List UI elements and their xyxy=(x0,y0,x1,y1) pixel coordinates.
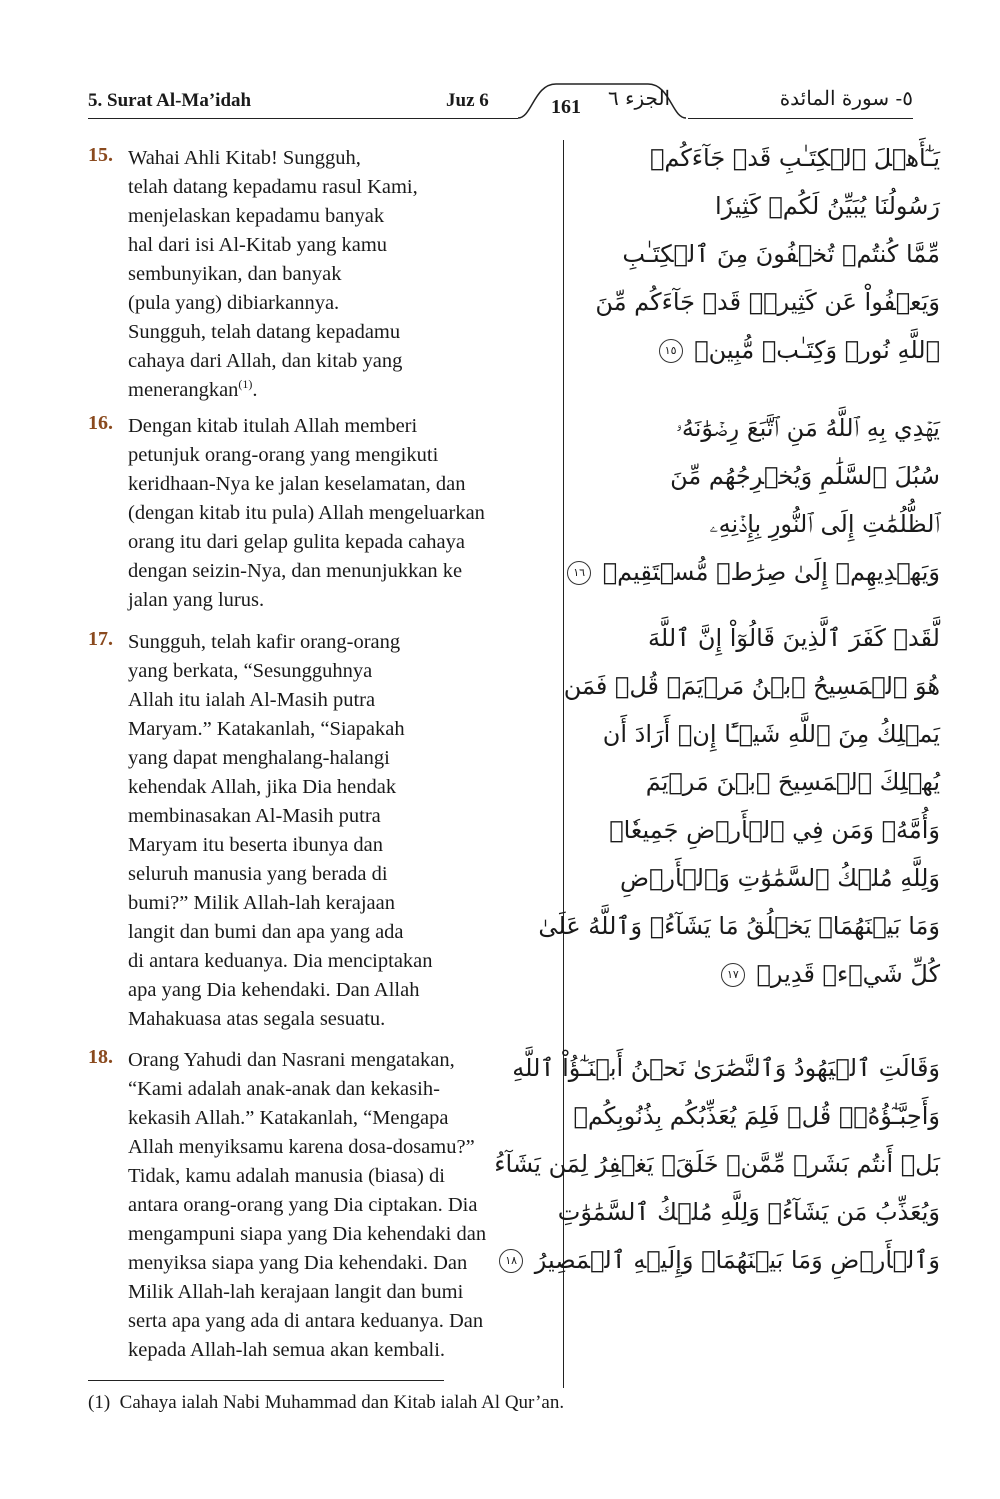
verse-line: sembunyikan, dan banyak xyxy=(128,263,342,285)
verse-line: Tidak, kamu adalah manusia (biasa) di xyxy=(128,1165,445,1187)
verse-line: (dengan kitab itu pula) Allah mengeluarkan xyxy=(128,502,485,524)
verse-line: Dengan kitab itulah Allah memberi xyxy=(128,415,418,437)
verse-line: cahaya dari Allah, dan kitab yang xyxy=(128,350,403,372)
arabic-line: وَلِلَّهِ مُلۡكُ ٱلسَّمَٰوَٰتِ وَٱلۡأَرۡضِ xyxy=(619,864,940,892)
verse-line: yang dapat menghalang-halangi xyxy=(128,747,390,769)
juz-label-latin: Juz 6 xyxy=(446,90,489,111)
verse-line: Sungguh, telah kafir orang-orang xyxy=(128,631,401,653)
verse-15-arabic xyxy=(595,134,940,374)
verse-line: kekasih Allah.” Katakanlah, “Mengapa xyxy=(128,1107,449,1129)
verse-line: di antara keduanya. Dia menciptakan xyxy=(128,950,433,972)
verse-line: Allah menyiksamu karena dosa-dosamu?” xyxy=(128,1136,475,1158)
arabic-line: مِّمَّا كُنتُمۡ تُخۡفُونَ مِنَ ٱلۡكِتَـٰبِ xyxy=(622,240,940,268)
verse-number: 18. xyxy=(88,1046,113,1068)
surah-title-latin: 5. Surat Al-Ma’idah xyxy=(88,90,252,111)
verse-line: apa yang Dia kehendaki. Dan Allah xyxy=(128,979,420,1001)
arabic-line: بَلۡ أَنتُم بَشَرٞ مِّمَّنۡ خَلَقَۚ يَغۡفِرُ لِمَن يَشَآءُ xyxy=(494,1150,940,1178)
arabic-line-last xyxy=(505,1236,940,1284)
ayah-end-marker: ١٨ xyxy=(499,1249,523,1273)
arabic-line-text: كُلِّ شَيۡءٖ قَدِيرٞ xyxy=(756,960,940,988)
verse-line: seluruh manusia yang berada di xyxy=(128,863,388,885)
verse-number: 15. xyxy=(88,144,113,166)
arabic-line: يَـٰٓأَهۡلَ ٱلۡكِتَـٰبِ قَدۡ جَآءَكُمۡ xyxy=(649,144,940,172)
verse-line: kepada Allah-lah semua akan kembali. xyxy=(128,1339,446,1361)
header-rule-right xyxy=(688,118,913,119)
arabic-line: هُوَ ٱلۡمَسِيحُ ٱبۡنُ مَرۡيَمَۚ قُلۡ فَمَن xyxy=(563,672,940,700)
arabic-line: وَمَا بَيۡنَهُمَاۚ يَخۡلُقُ مَا يَشَآءُۚ وَٱللَّهُ عَلَىٰ xyxy=(538,912,940,940)
verse-line: antara orang-orang yang Dia ciptakan. Dia xyxy=(128,1194,478,1216)
verse-line: Wahai Ahli Kitab! Sungguh, xyxy=(128,147,361,169)
surah-title-arabic: ٥- سورة المائدة xyxy=(779,86,913,110)
verse-line: Mahakuasa atas segala sesuatu. xyxy=(128,1008,386,1030)
verse-line: serta apa yang ada di antara keduanya. Dan xyxy=(128,1310,484,1332)
verse-line: dengan seizin-Nya, dan menunjukkan ke xyxy=(128,560,463,582)
footnote-reference[interactable]: (1) xyxy=(238,377,253,392)
footnote-text: Cahaya ialah Nabi Muhammad dan Kitab ialah Al Qur’an. xyxy=(119,1392,565,1413)
arabic-line-last xyxy=(573,548,940,596)
arabic-line: رَسُولُنَا يُبَيِّنُ لَكُمۡ كَثِيرٗا xyxy=(714,192,940,220)
arabic-line: وَيَعۡفُواْ عَن كَثِيرٖۚ قَدۡ جَآءَكُم مِّنَ xyxy=(595,288,940,316)
verse-line: mengampuni siapa yang Dia kehendaki dan xyxy=(128,1223,487,1245)
arabic-line: لَّقَدۡ كَفَرَ ٱلَّذِينَ قَالُوٓاْ إِنَّ ٱللَّهَ xyxy=(648,624,940,652)
verse-line: menjelaskan kepadamu banyak xyxy=(128,205,385,227)
verse-line: telah datang kepadamu rasul Kami, xyxy=(128,176,418,198)
footnote-rule xyxy=(88,1380,444,1381)
arabic-line: وَأَحِبَّـٰٓؤُهُۥۚ قُلۡ فَلِمَ يُعَذِّبُكُم بِذُنُوبِكُمۖ xyxy=(573,1102,940,1130)
verse-line: kehendak Allah, jika Dia hendak xyxy=(128,776,397,798)
verse-line: hal dari isi Al-Kitab yang kamu xyxy=(128,234,388,256)
footnote-marker: (1) xyxy=(88,1392,111,1413)
verse-line: langit dan bumi dan apa yang ada xyxy=(128,921,404,943)
arabic-line: وَقَالَتِ ٱلۡيَهُودُ وَٱلنَّصَٰرَىٰ نَحۡنُ أَبۡنَـٰٓؤُاْ ٱللَّهِ xyxy=(512,1054,940,1082)
page-header xyxy=(88,80,913,130)
verse-number: 16. xyxy=(88,412,113,434)
verse-line: (pula yang) dibiarkannya. xyxy=(128,292,340,314)
verse-line: keridhaan-Nya ke jalan keselamatan, dan xyxy=(128,473,466,495)
ayah-end-marker: ١٧ xyxy=(721,963,745,987)
arabic-line-last xyxy=(600,950,940,998)
verse-line: bumi?” Milik Allah-lah kerajaan xyxy=(128,892,395,914)
verse-line: Maryam.” Katakanlah, “Siapakah xyxy=(128,718,405,740)
arabic-line-text: وَيَهۡدِيهِمۡ إِلَىٰ صِرَٰطٖ مُّسۡتَقِيمٖ xyxy=(602,558,940,586)
verse-line-last xyxy=(128,376,560,405)
verse-line: membinasakan Al-Masih putra xyxy=(128,805,381,827)
verse-18-arabic xyxy=(494,1044,940,1284)
verse-line: “Kami adalah anak-anak dan kekasih- xyxy=(128,1078,440,1100)
verse-line-text: menerangkan xyxy=(128,379,239,401)
verse-line: Milik Allah-lah kerajaan langit dan bumi xyxy=(128,1281,464,1303)
verse-line-end: . xyxy=(252,379,258,401)
ayah-end-marker: ١٥ xyxy=(659,339,683,363)
verse-line: orang itu dari gelap gulita kepada cahaya xyxy=(128,531,465,553)
ayah-end-marker: ١٦ xyxy=(567,561,591,585)
header-rule-left xyxy=(88,118,518,119)
arabic-line: ٱلظُّلُمَٰتِ إِلَى ٱلنُّورِ بِإِذۡنِهِۦ xyxy=(709,510,940,538)
arabic-line-text: ٱللَّهِ نُورٞ وَكِتَـٰبٞ مُّبِينٞ xyxy=(694,336,940,364)
verse-16-arabic xyxy=(573,404,940,596)
arabic-line: سُبُلَ ٱلسَّلَٰمِ وَيُخۡرِجُهُم مِّنَ xyxy=(670,462,940,490)
verse-line: yang berkata, “Sesungguhnya xyxy=(128,660,373,682)
verse-line: jalan yang lurus. xyxy=(128,589,265,611)
verse-line: Orang Yahudi dan Nasrani mengatakan, xyxy=(128,1049,455,1071)
verse-number: 17. xyxy=(88,628,113,650)
verse-line: petunjuk orang-orang yang mengikuti xyxy=(128,444,439,466)
arabic-line: وَأُمَّهُۥ وَمَن فِي ٱلۡأَرۡضِ جَمِيعٗاۗ xyxy=(609,816,940,844)
verse-line: Allah itu ialah Al-Masih putra xyxy=(128,689,376,711)
juz-label-arabic: الجزء ٦ xyxy=(608,86,671,110)
footnote xyxy=(88,1392,564,1414)
page-number: 161 xyxy=(551,96,581,118)
verse-line: Maryam itu beserta ibunya dan xyxy=(128,834,384,856)
verse-17-arabic xyxy=(538,614,940,998)
arabic-line-text: وَٱلۡأَرۡضِ وَمَا بَيۡنَهُمَاۖ وَإِلَيۡهِ ٱلۡمَصِيرُ xyxy=(534,1246,940,1274)
arabic-line: يُهۡلِكَ ٱلۡمَسِيحَ ٱبۡنَ مَرۡيَمَ xyxy=(645,768,940,796)
arabic-line: وَيُعَذِّبُ مَن يَشَآءُۚ وَلِلَّهِ مُلۡكُ ٱلسَّمَٰوَٰتِ xyxy=(557,1198,940,1226)
arabic-line-last xyxy=(600,326,940,374)
verse-line: Sungguh, telah datang kepadamu xyxy=(128,321,401,343)
verse-line: menyiksa siapa yang Dia kehendaki. Dan xyxy=(128,1252,468,1274)
arabic-line: يَهۡدِي بِهِ ٱللَّهُ مَنِ ٱتَّبَعَ رِضۡوَٰنَهُۥ xyxy=(675,414,940,442)
arabic-line: يَمۡلِكُ مِنَ ٱللَّهِ شَيۡـًٔا إِنۡ أَرَادَ أَن xyxy=(602,720,940,748)
